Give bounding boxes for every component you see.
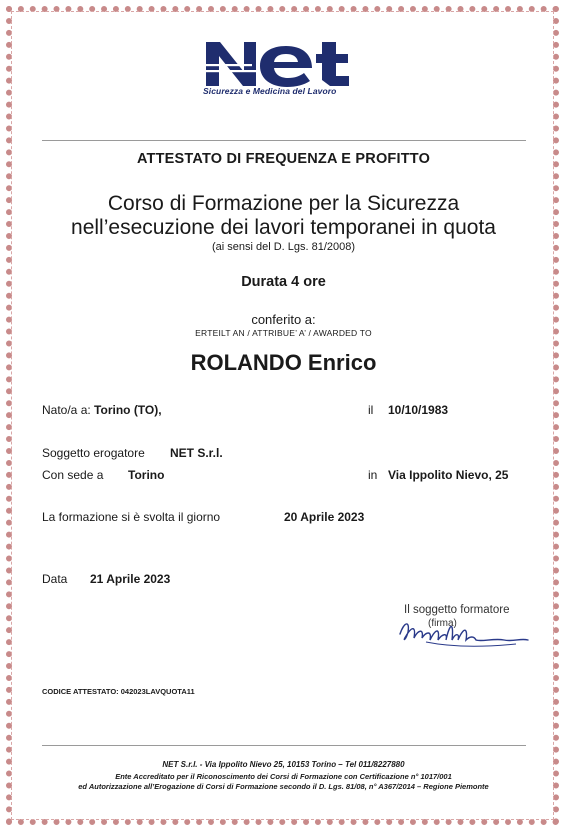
- certificate-title: ATTESTATO DI FREQUENZA E PROFITTO: [136, 151, 431, 167]
- certificate-code: CODICE ATTESTATO: 042023LAVQUOTA11: [42, 687, 195, 696]
- seat-city: Torino: [128, 468, 165, 482]
- footer-line1: NET S.r.l. - Via Ippolito Nievo 25, 10153 Torino – Tel 011/8227880: [162, 760, 405, 769]
- logo-subtitle: Sicurezza e Medicina del Lavoro: [203, 86, 337, 96]
- signature-sublabel: (firma): [428, 618, 457, 629]
- course-title-line1: Corso di Formazione per la Sicurezza: [107, 192, 460, 215]
- birthplace-value: Torino (TO),: [94, 403, 162, 417]
- handwritten-signature: [396, 612, 536, 652]
- training-date-value: 20 Aprile 2023: [284, 510, 365, 524]
- top-divider: [42, 140, 526, 141]
- issue-date-label: Data: [42, 572, 68, 586]
- awarded-to-label: ERTEILT AN / ATTRIBUE’ A’ / AWARDED TO: [195, 328, 372, 338]
- course-duration: Durata 4 ore: [241, 274, 326, 290]
- bottom-divider: [42, 745, 526, 746]
- training-date-label: La formazione si è svolta il giorno: [42, 510, 221, 524]
- birthplace-row: [42, 403, 162, 417]
- seat-address: Via Ippolito Nievo, 25: [388, 468, 509, 482]
- footer-line2: Ente Accreditato per il Riconoscimento dei Corsi di Formazione con Certificazione n° 1017/001: [115, 772, 452, 781]
- birthdate-label: il: [368, 403, 374, 417]
- birthplace-label: Nato/a a:: [42, 403, 91, 417]
- issue-date-value: 21 Aprile 2023: [90, 572, 171, 586]
- seat-label: Con sede a: [42, 468, 104, 482]
- footer-line3: ed Autorizzazione all’Erogazione di Corsi di Formazione secondo il D. Lgs. 81/08, n° A367/2014 – Regione Piemonte: [78, 782, 489, 791]
- provider-label: Soggetto erogatore: [42, 446, 145, 460]
- law-reference: (ai sensi del D. Lgs. 81/2008): [211, 241, 356, 253]
- birthdate-value: 10/10/1983: [388, 403, 449, 417]
- course-title-line2: nell’esecuzione dei lavori temporanei in quota: [71, 216, 496, 239]
- seat-in-label: in: [368, 468, 378, 482]
- recipient-name: ROLANDO Enrico: [190, 350, 377, 375]
- conferito-label: conferito a:: [251, 312, 316, 327]
- provider-value: NET S.r.l.: [170, 446, 223, 460]
- signature-label: Il soggetto formatore: [404, 604, 510, 616]
